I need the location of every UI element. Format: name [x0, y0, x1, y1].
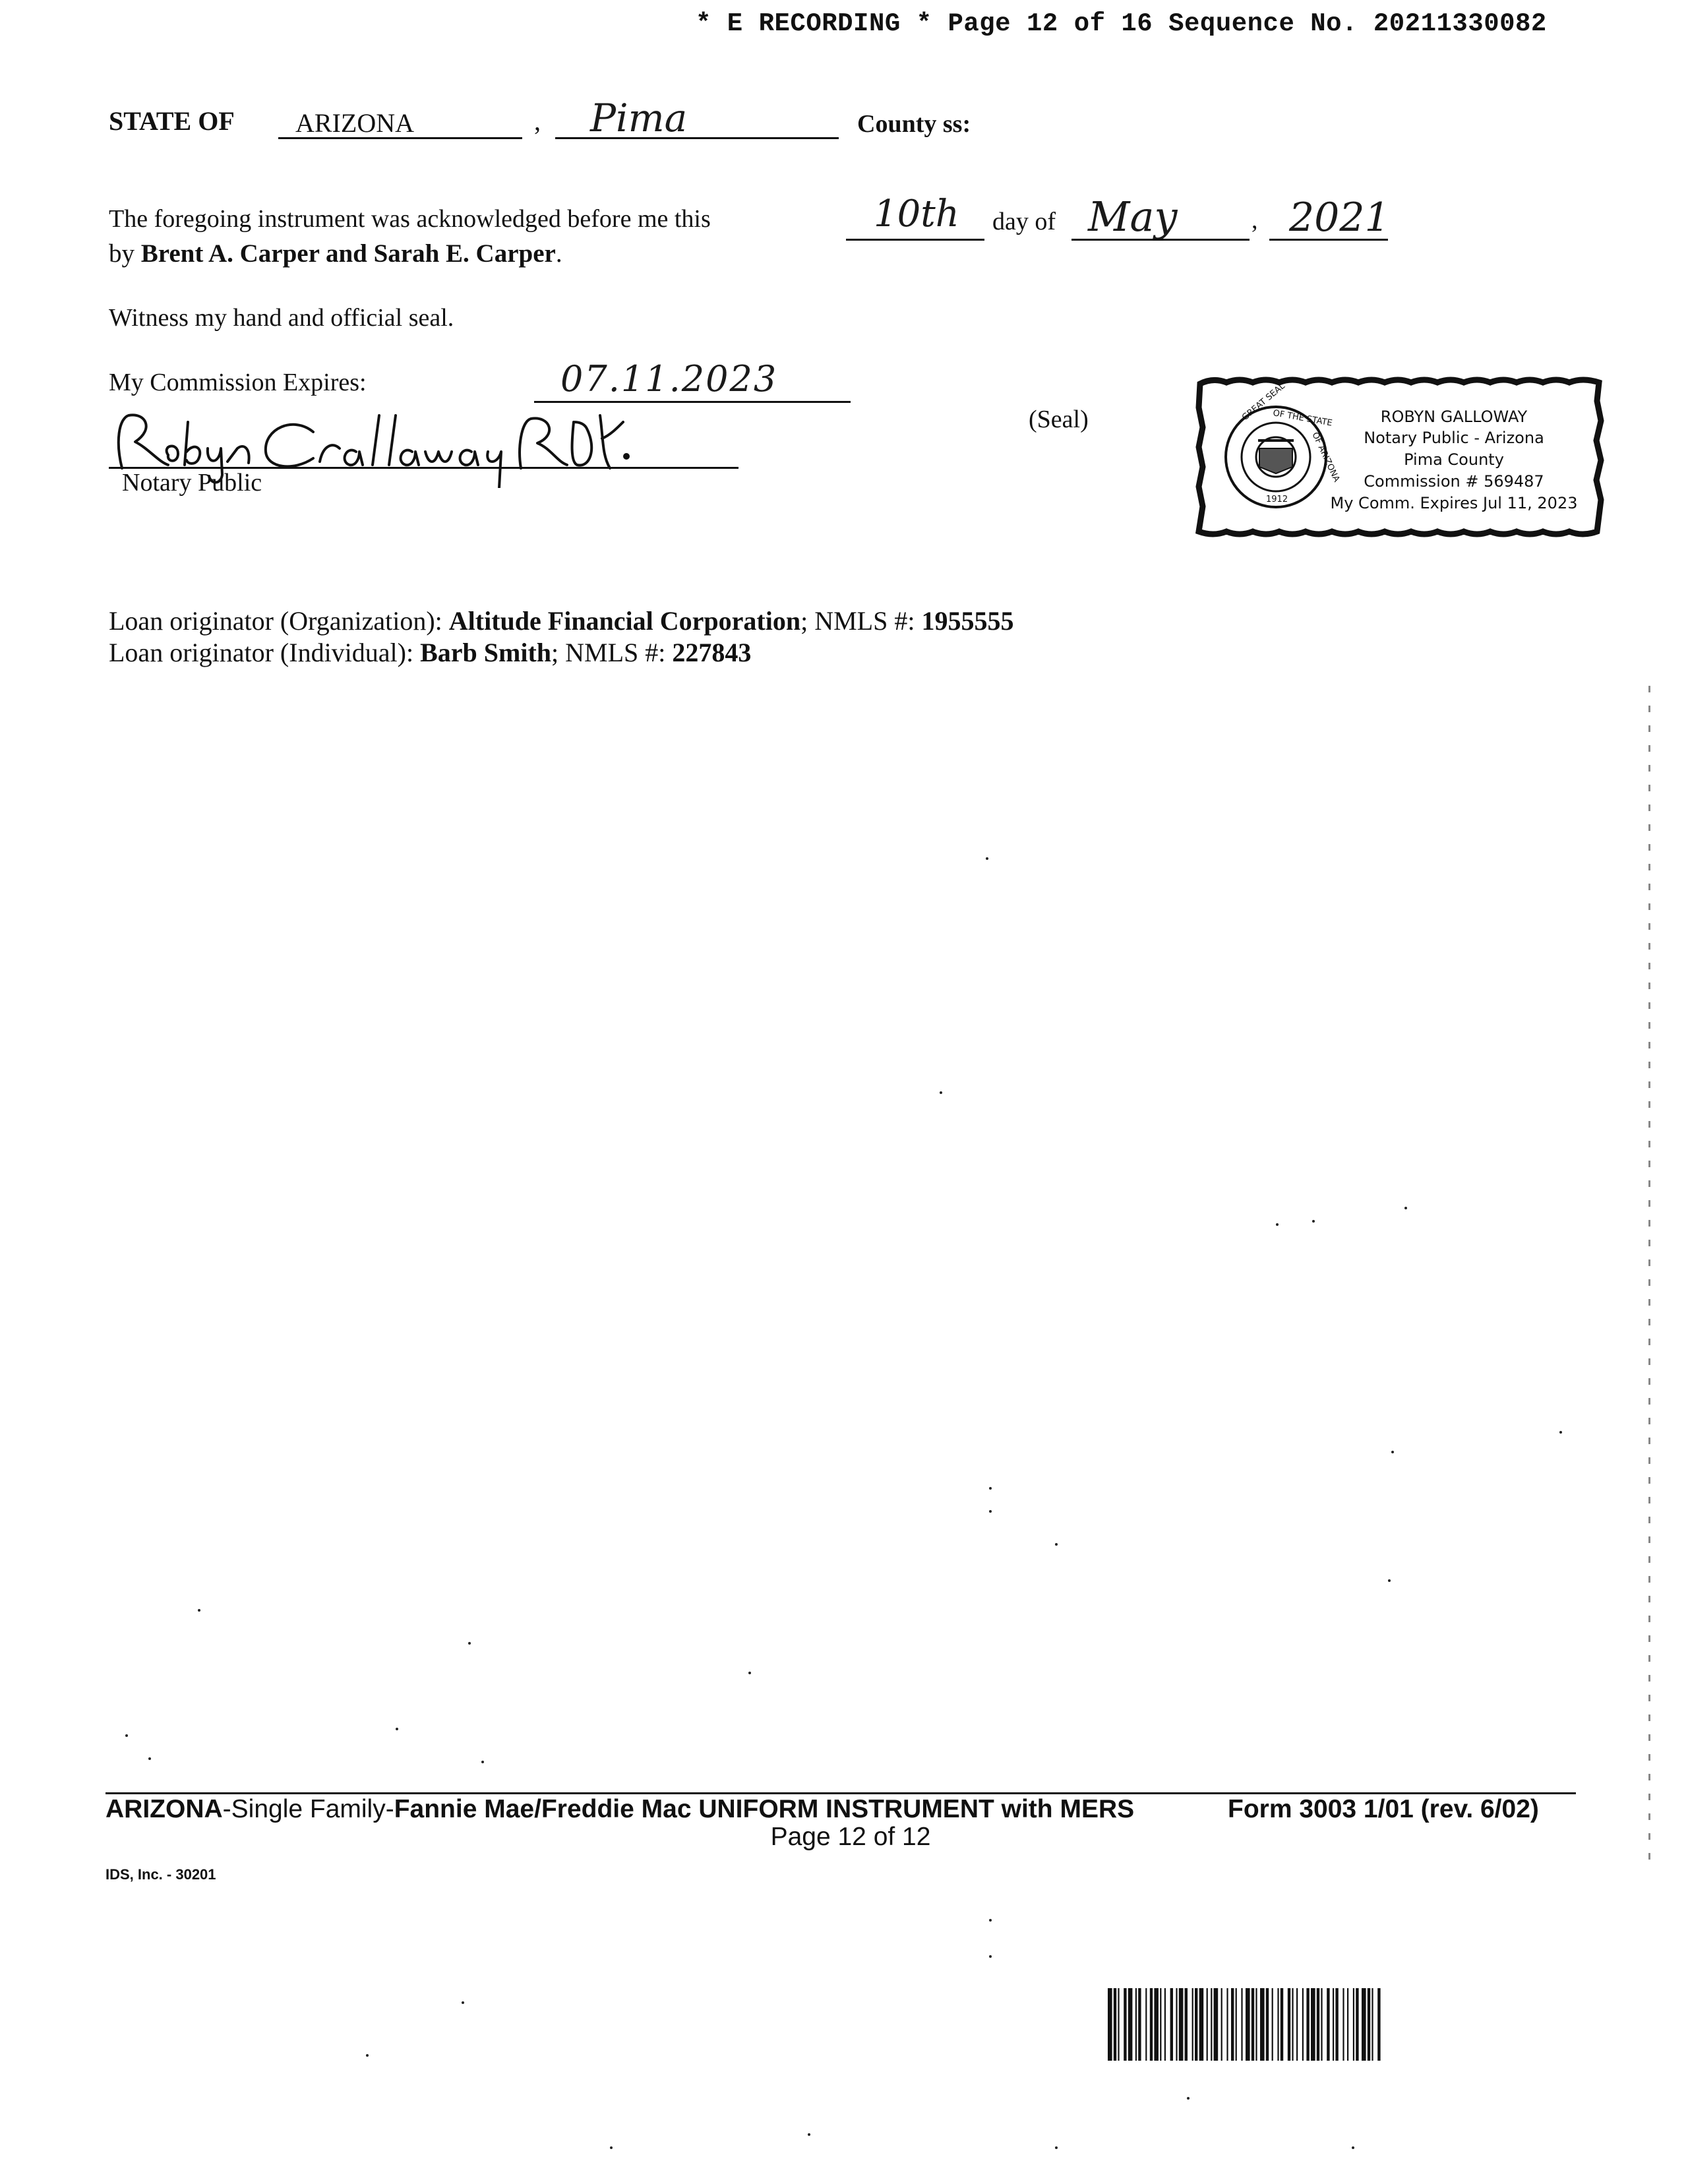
- scan-speck: [1388, 1579, 1391, 1582]
- scan-speck: [468, 1642, 471, 1645]
- scan-speck: [366, 2054, 369, 2057]
- signer-names: Brent A. Carper and Sarah E. Carper: [140, 239, 556, 268]
- scan-speck: [481, 1761, 484, 1763]
- footer-state: ARIZONA: [106, 1795, 223, 1823]
- barcode-bar: [1135, 1988, 1137, 2061]
- seal-label: (Seal): [1029, 406, 1089, 433]
- footer-form-title: [106, 1795, 1134, 1824]
- org-nmls-label: ; NMLS #:: [800, 606, 922, 636]
- barcode-bar: [1118, 1988, 1119, 2061]
- county-handwritten: Pima: [590, 96, 688, 140]
- scan-speck: [1055, 2146, 1058, 2149]
- ind-nmls-number: 227843: [672, 638, 752, 667]
- barcode-bar: [1327, 1988, 1329, 2061]
- barcode-bar: [1221, 1988, 1222, 2061]
- ind-label: Loan originator (Individual):: [109, 638, 421, 667]
- scan-speck: [989, 1955, 992, 1958]
- barcode-bar: [1260, 1988, 1265, 2061]
- barcode-bar: [1372, 1988, 1373, 2061]
- commission-expires-label: My Commission Expires:: [109, 369, 367, 396]
- barcode-bar: [1150, 1988, 1153, 2061]
- stamp-county: Pima County: [1404, 450, 1504, 469]
- barcode-bar: [1296, 1988, 1298, 2061]
- scan-speck: [1352, 2146, 1354, 2149]
- barcode-bar: [1377, 1988, 1380, 2061]
- stamp-name: ROBYN GALLOWAY: [1380, 408, 1528, 426]
- barcode-bar: [1176, 1988, 1177, 2061]
- barcode-bar: [1164, 1988, 1166, 2061]
- barcode-bar: [1241, 1988, 1242, 2061]
- acknowledgement-by-line: [109, 239, 562, 268]
- scan-speck: [125, 1734, 128, 1737]
- date-comma: ,: [1251, 206, 1258, 234]
- barcode-bar: [1192, 1988, 1193, 2061]
- document-barcode: [1108, 1988, 1563, 2061]
- scan-speck: [1559, 1431, 1562, 1434]
- barcode-bar: [1108, 1988, 1112, 2061]
- barcode-bar: [1128, 1988, 1133, 2061]
- state-value: ARIZONA: [295, 108, 414, 138]
- barcode-bar: [1154, 1988, 1159, 2061]
- scan-speck: [940, 1091, 942, 1094]
- year-handwritten: 2021: [1289, 195, 1390, 241]
- state-label: STATE OF: [109, 106, 235, 136]
- month-handwritten: May: [1088, 193, 1178, 241]
- barcode-bar: [1353, 1988, 1354, 2061]
- barcode-bar: [1124, 1988, 1126, 2061]
- barcode-bar: [1311, 1988, 1315, 2061]
- barcode-bar: [1333, 1988, 1334, 2061]
- barcode-bar: [1292, 1988, 1293, 2061]
- scan-speck: [1391, 1451, 1394, 1453]
- barcode-bar: [1362, 1988, 1366, 2061]
- loan-originator-organization: [109, 605, 1013, 636]
- scan-speck: [148, 1757, 151, 1760]
- barcode-bar: [1195, 1988, 1197, 2061]
- barcode-bar: [1211, 1988, 1212, 2061]
- barcode-bar: [1255, 1988, 1257, 2061]
- state-underline: [278, 137, 522, 139]
- by-prefix: by: [109, 239, 141, 268]
- day-of-label: day of: [992, 208, 1056, 235]
- footer-ids-code: IDS, Inc. - 30201: [106, 1866, 216, 1883]
- barcode-bar: [1321, 1988, 1322, 2061]
- barcode-bar: [1226, 1988, 1228, 2061]
- barcode-bar: [1347, 1988, 1348, 2061]
- by-suffix: .: [555, 239, 562, 268]
- barcode-bar: [1272, 1988, 1273, 2061]
- barcode-bar: [1368, 1988, 1370, 2061]
- barcode-bar: [1306, 1988, 1309, 2061]
- barcode-bar: [1288, 1988, 1290, 2061]
- barcode-bar: [1236, 1988, 1237, 2061]
- svg-text:OF ARIZONA: OF ARIZONA: [1310, 431, 1342, 484]
- barcode-bar: [1231, 1988, 1234, 2061]
- recording-header: * E RECORDING * Page 12 of 16 Sequence No. 20211330082: [696, 9, 1547, 38]
- county-label: County ss:: [857, 110, 971, 138]
- barcode-bar: [1246, 1988, 1250, 2061]
- barcode-bar: [1185, 1988, 1188, 2061]
- scan-speck: [808, 2133, 810, 2136]
- scan-speck: [1312, 1220, 1315, 1223]
- barcode-bar: [1342, 1988, 1344, 2061]
- ind-name: Barb Smith: [420, 638, 552, 667]
- scan-speck: [1404, 1207, 1407, 1209]
- barcode-bar: [1214, 1988, 1219, 2061]
- barcode-bar: [1335, 1988, 1338, 2061]
- stamp-title: Notary Public - Arizona: [1364, 429, 1544, 447]
- scan-speck: [462, 2001, 464, 2004]
- scan-speck: [986, 857, 988, 860]
- barcode-bar: [1356, 1988, 1358, 2061]
- footer-rule: [106, 1792, 1576, 1794]
- acknowledgement-line: The foregoing instrument was acknowledged before me this: [109, 205, 711, 233]
- scan-speck: [1187, 2097, 1190, 2100]
- ind-nmls-label: ; NMLS #:: [551, 638, 673, 667]
- day-underline: [846, 239, 984, 241]
- svg-text:OF THE STATE: OF THE STATE: [1272, 408, 1333, 429]
- org-label: Loan originator (Organization):: [109, 606, 449, 636]
- barcode-bar: [1281, 1988, 1283, 2061]
- barcode-bar: [1199, 1988, 1204, 2061]
- scan-speck: [989, 1487, 992, 1490]
- scan-speck: [396, 1728, 398, 1730]
- org-name: Altitude Financial Corporation: [448, 606, 801, 636]
- month-underline: [1071, 239, 1250, 241]
- day-handwritten: 10th: [874, 193, 959, 235]
- scan-edge-marks: [1648, 686, 1650, 1860]
- svg-text:GREAT SEAL: GREAT SEAL: [1240, 381, 1287, 423]
- footer-page-number: Page 12 of 12: [770, 1823, 931, 1851]
- barcode-bar: [1179, 1988, 1184, 2061]
- venue-separator: ,: [534, 106, 541, 136]
- barcode-bar: [1277, 1988, 1279, 2061]
- notary-public-label: Notary Public: [122, 469, 262, 497]
- footer-dash: -Single Family-: [222, 1795, 394, 1823]
- year-underline: [1269, 239, 1388, 241]
- svg-text:1912: 1912: [1266, 495, 1288, 504]
- footer-instrument: Fannie Mae/Freddie Mac UNIFORM INSTRUMENT with MERS: [394, 1795, 1135, 1823]
- barcode-bar: [1266, 1988, 1269, 2061]
- loan-originator-individual: [109, 637, 751, 668]
- stamp-expiration: My Comm. Expires Jul 11, 2023: [1330, 494, 1578, 512]
- witness-statement: Witness my hand and official seal.: [109, 304, 454, 332]
- barcode-bar: [1160, 1988, 1161, 2061]
- scan-speck: [989, 1919, 992, 1922]
- scan-speck: [198, 1609, 200, 1612]
- org-nmls-number: 1955555: [921, 606, 1014, 636]
- barcode-bar: [1170, 1988, 1173, 2061]
- barcode-bar: [1302, 1988, 1304, 2061]
- footer-form-number: Form 3003 1/01 (rev. 6/02): [1228, 1795, 1539, 1823]
- stamp-commission-number: Commission # 569487: [1364, 472, 1544, 491]
- barcode-bar: [1138, 1988, 1141, 2061]
- barcode-bar: [1114, 1988, 1116, 2061]
- scan-speck: [610, 2146, 613, 2149]
- scan-speck: [1055, 1543, 1058, 1546]
- scan-speck: [748, 1672, 751, 1674]
- scan-speck: [1276, 1223, 1279, 1226]
- county-underline: [555, 137, 839, 139]
- barcode-bar: [1145, 1988, 1147, 2061]
- barcode-bar: [1317, 1988, 1319, 2061]
- commission-expires-handwritten: 07.11.2023: [560, 358, 778, 400]
- barcode-bar: [1251, 1988, 1254, 2061]
- barcode-bar: [1207, 1988, 1208, 2061]
- scan-speck: [989, 1510, 992, 1513]
